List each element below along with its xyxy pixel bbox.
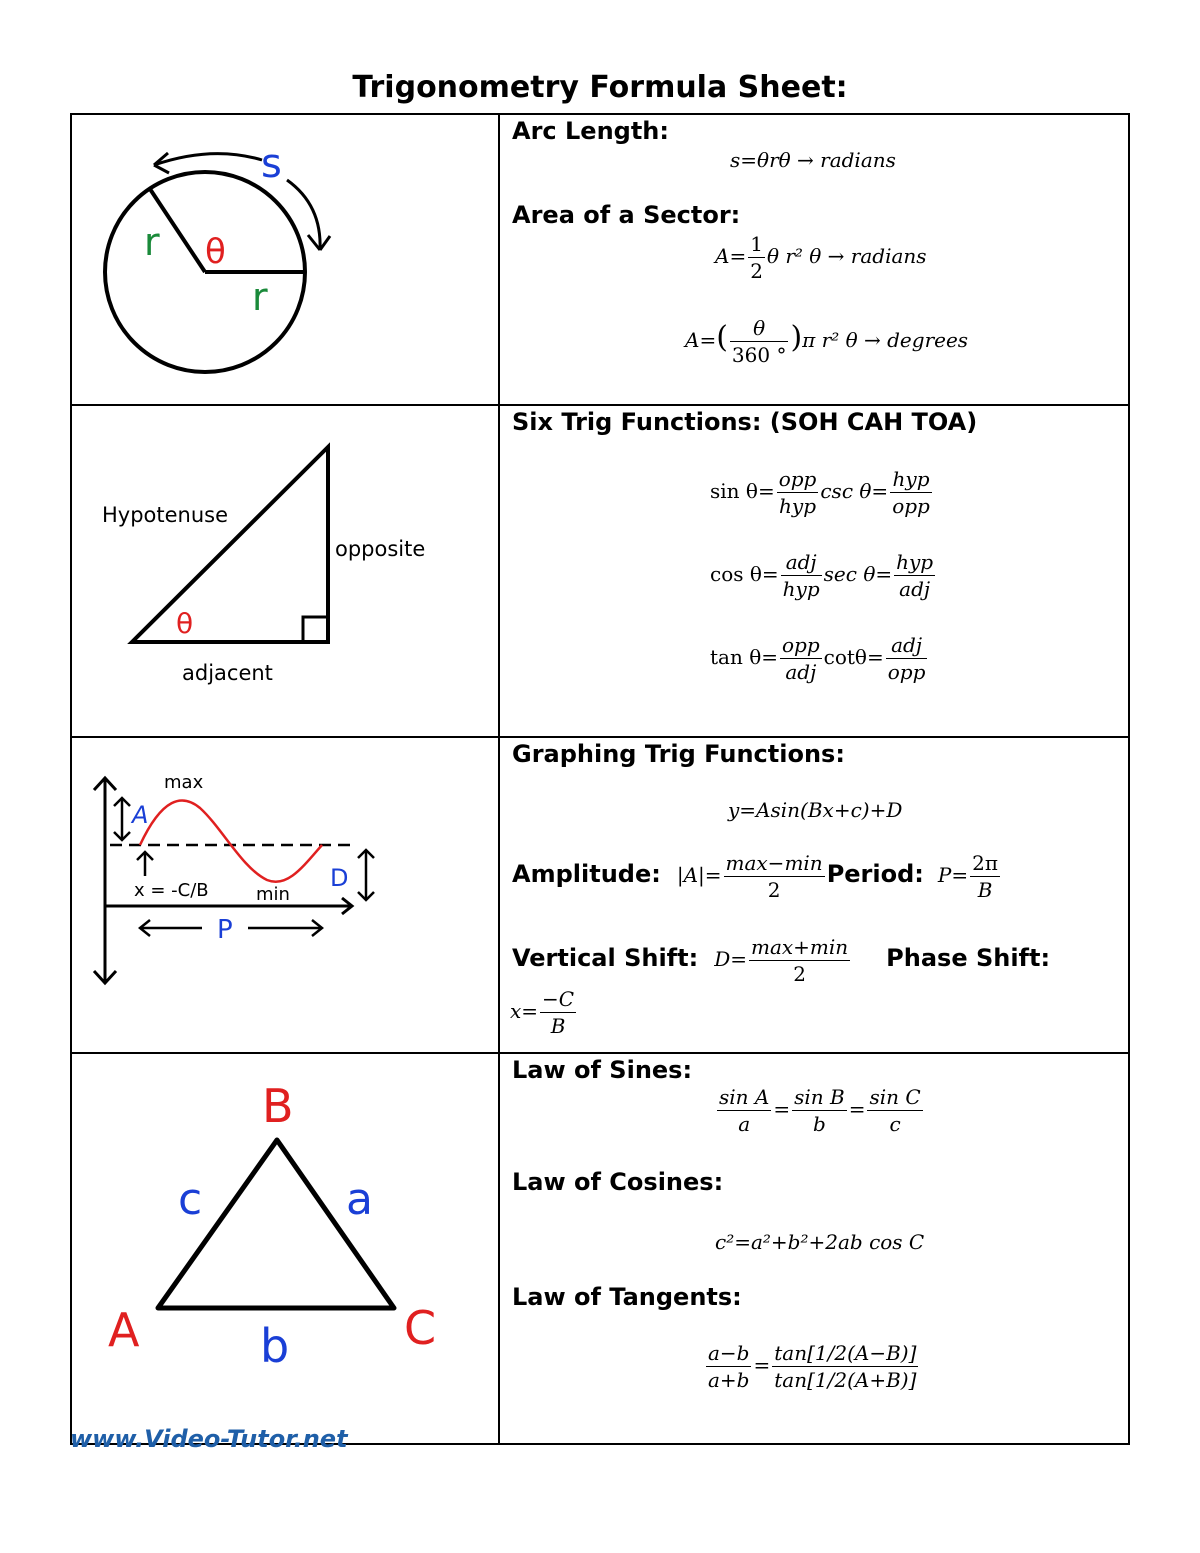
amplitude-label: Amplitude: xyxy=(512,860,661,888)
sin-csc-formula: sin θ= $\frac{\text{opp}}{\text{hyp}}$ csc θ= $\frac{\text{hyp}}{\text{opp}}$ xyxy=(710,467,930,518)
period-label: Period: xyxy=(826,860,924,888)
side-b: b xyxy=(260,1319,290,1373)
right-triangle-shape xyxy=(132,447,328,642)
label-adjacent: adjacent xyxy=(182,661,273,685)
laws-cell xyxy=(499,1053,1129,1444)
label-min: min xyxy=(256,884,290,905)
label-theta: θ xyxy=(205,232,226,272)
graph-figure-cell xyxy=(71,737,499,1053)
cos-sec-formula: cos θ= $\frac{\text{adj}}{\text{hyp}}$ sec θ= $\frac{\text{hyp}}{\text{adj}}$ xyxy=(710,550,934,601)
sector-formula-radians: A= $\frac{1}{2}$ θ r² θ → radians xyxy=(715,232,927,283)
circle-sector-diagram xyxy=(72,115,498,399)
arc-arrow-left xyxy=(154,154,262,165)
label-hypotenuse: Hypotenuse xyxy=(102,503,229,527)
label-opposite: opposite xyxy=(335,537,426,561)
law-of-sines-heading: Law of Sines: xyxy=(512,1056,693,1084)
laws-figure-cell xyxy=(71,1053,499,1444)
formula-table xyxy=(70,113,1130,1445)
right-triangle-diagram xyxy=(72,406,498,731)
label-r: r xyxy=(252,275,268,319)
law-of-cosines-heading: Law of Cosines: xyxy=(512,1168,724,1196)
law-of-cosines-formula: c²=a²+b²+2ab cos C xyxy=(715,1230,925,1254)
graphing-cell xyxy=(499,737,1129,1053)
vertex-c: C xyxy=(404,1301,437,1355)
label-phase-shift: x = -C/B xyxy=(134,880,209,901)
vertex-b: B xyxy=(262,1079,294,1133)
graphing-heading: Graphing Trig Functions: xyxy=(512,740,845,768)
phase-shift-label: Phase Shift: xyxy=(886,944,1051,972)
general-sine-formula: y=Asin(Bx+c)+D xyxy=(728,798,903,822)
label-max: max xyxy=(164,772,204,793)
arc-figure-cell xyxy=(71,114,499,405)
page-title: Trigonometry Formula Sheet: xyxy=(352,70,848,105)
footer-link[interactable]: www.Video-Tutor.net xyxy=(70,1425,348,1453)
law-of-tangents-heading: Law of Tangents: xyxy=(512,1283,742,1311)
label-r: r xyxy=(144,220,160,264)
amplitude-period-row: Amplitude: |A|= $\frac{\max-\min}{2}$ Period: P= $\frac{2\pi}{B}$ xyxy=(512,851,998,902)
side-a: a xyxy=(346,1174,373,1225)
arc-length-heading: Arc Length: xyxy=(512,117,669,145)
label-d: D xyxy=(330,864,349,892)
arc-length-formula: s=θrθ → radians xyxy=(730,148,896,172)
arc-arrow-right xyxy=(287,180,320,250)
label-amplitude: A xyxy=(132,801,149,829)
right-angle-marker xyxy=(303,617,328,642)
triangle-figure-cell xyxy=(71,405,499,737)
label-theta: θ xyxy=(176,607,194,640)
six-trig-heading: Six Trig Functions: (SOH CAH TOA) xyxy=(512,408,978,436)
label-s: s xyxy=(261,141,282,187)
six-trig-cell xyxy=(499,405,1129,737)
oblique-triangle-diagram xyxy=(72,1054,498,1438)
arc-formula-cell xyxy=(499,114,1129,405)
sector-area-heading: Area of a Sector: xyxy=(512,201,741,229)
law-of-tangents-formula: $\frac{a-b}{a+b}$ = $\frac{\tan[1/2(A-B)]}{\tan[1/2(A+B)]}$ xyxy=(708,1341,917,1392)
vertex-a: A xyxy=(108,1303,140,1357)
law-of-sines-formula: $\frac{\text{sin A}}{a}$ = $\frac{\text{sin B}}{b}$ = $\frac{\text{sin C}}{c}$ xyxy=(719,1085,921,1136)
label-period: P xyxy=(217,915,233,945)
sector-formula-degrees: A=( $\frac{\theta}{360 ^\circ}$ )π r² θ → degrees xyxy=(685,316,969,367)
vertical-shift-label: Vertical Shift: xyxy=(512,944,699,972)
sine-curve xyxy=(140,800,322,881)
sine-wave-diagram xyxy=(72,738,498,1047)
phase-shift-formula: x= $\frac{-C}{B}$ xyxy=(510,987,575,1038)
vertical-shift-row: Vertical Shift: D= $\frac{\max+\min}{2}$ Phase Shift: xyxy=(512,935,1051,986)
side-c: c xyxy=(178,1174,203,1225)
tan-cot-formula: tan θ= $\frac{\text{opp}}{\text{adj}}$ cotθ= $\frac{\text{adj}}{\text{opp}}$ xyxy=(710,633,926,684)
